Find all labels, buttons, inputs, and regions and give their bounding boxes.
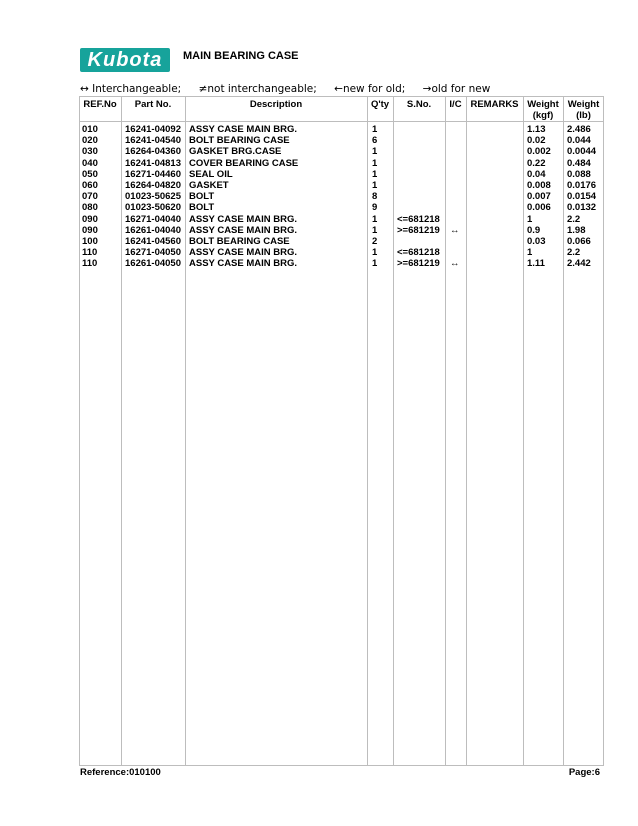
cell-weight-lb: 0.0132 <box>567 202 597 214</box>
reference-label: Reference:010100 <box>80 767 161 778</box>
header-qty: Q'ty <box>370 99 390 110</box>
cell-serial-no: <=681218 <box>397 213 440 225</box>
cell-qty: 1 <box>372 180 378 191</box>
cell-ref-no: 010 <box>82 124 98 135</box>
column-divider <box>121 96 122 766</box>
column-divider <box>563 96 564 766</box>
cell-weight-lb: 2.2 <box>567 247 581 259</box>
cell-weight-kgf: 1.11 <box>527 258 545 270</box>
column-divider <box>445 96 446 766</box>
cell-part-no: 16261-04040 <box>125 224 181 236</box>
cell-qty: 1 <box>372 224 378 236</box>
cell-weight-lb: 0.0044 <box>567 146 597 158</box>
cell-weight-lb: 2.486 <box>567 124 591 135</box>
header-part-no: Part No. <box>134 99 172 110</box>
header-description: Description <box>249 99 303 110</box>
cell-qty: 1 <box>372 168 378 180</box>
cell-part-no: 16241-04092 <box>125 124 181 135</box>
cell-description: BOLT <box>189 202 215 214</box>
cell-weight-lb: 2.2 <box>567 213 581 225</box>
cell-description: BOLT <box>189 191 215 203</box>
cell-weight-kgf: 1 <box>527 213 533 225</box>
header-ic: I/C <box>449 99 462 110</box>
cell-ref-no: 090 <box>82 224 98 236</box>
cell-ref-no: 110 <box>82 258 98 270</box>
cell-part-no: 16261-04050 <box>125 258 181 270</box>
cell-weight-kgf: 0.007 <box>527 191 551 203</box>
cell-part-no: 01023-50625 <box>125 191 181 203</box>
cell-weight-lb: 1.98 <box>567 224 586 236</box>
cell-weight-kgf: 0.22 <box>527 157 546 169</box>
cell-qty: 1 <box>372 124 378 135</box>
cell-weight-lb: 0.066 <box>567 236 591 247</box>
cell-weight-lb: 0.0176 <box>567 180 597 191</box>
cell-qty: 1 <box>372 258 378 270</box>
column-divider <box>393 96 394 766</box>
cell-part-no: 16241-04540 <box>125 135 181 147</box>
cell-ic: ↔ <box>450 224 460 236</box>
cell-ref-no: 090 <box>82 213 98 225</box>
cell-qty: 2 <box>372 236 378 247</box>
legend-new-for-old: ←new for old; <box>334 83 406 95</box>
header-serial-no: S.No. <box>406 99 432 110</box>
cell-ref-no: 050 <box>82 168 98 180</box>
cell-part-no: 01023-50620 <box>125 202 181 214</box>
cell-description: ASSY CASE MAIN BRG. <box>189 224 298 236</box>
cell-ref-no: 060 <box>82 180 98 191</box>
cell-ic: ↔ <box>450 258 460 270</box>
cell-qty: 9 <box>372 202 378 214</box>
cell-part-no: 16264-04360 <box>125 146 181 158</box>
cell-ref-no: 030 <box>82 146 98 158</box>
header-weight-lb: Weight (lb) <box>567 99 600 121</box>
cell-part-no: 16241-04813 <box>125 157 181 169</box>
cell-description: ASSY CASE MAIN BRG. <box>189 213 298 225</box>
cell-ref-no: 040 <box>82 157 98 169</box>
page-title: MAIN BEARING CASE <box>183 50 299 62</box>
cell-description: ASSY CASE MAIN BRG. <box>189 247 298 259</box>
cell-weight-kgf: 0.02 <box>527 135 546 147</box>
cell-weight-lb: 0.0154 <box>567 191 597 203</box>
page-number: Page:6 <box>568 767 600 778</box>
cell-weight-kgf: 0.008 <box>527 180 551 191</box>
cell-ref-no: 080 <box>82 202 98 214</box>
cell-description: GASKET <box>189 180 229 191</box>
cell-description: GASKET BRG.CASE <box>189 146 282 158</box>
legend-not-interchangeable: ≠not interchangeable; <box>198 83 317 95</box>
cell-weight-kgf: 0.04 <box>527 168 546 180</box>
column-divider <box>523 96 524 766</box>
cell-part-no: 16264-04820 <box>125 180 181 191</box>
cell-weight-kgf: 0.006 <box>527 202 551 214</box>
cell-serial-no: >=681219 <box>397 258 440 270</box>
cell-part-no: 16271-04050 <box>125 247 181 259</box>
kubota-logo: Kubota <box>80 48 170 72</box>
header-divider <box>79 121 604 122</box>
column-divider <box>466 96 467 766</box>
cell-description: BOLT BEARING CASE <box>189 135 290 147</box>
cell-ref-no: 110 <box>82 247 98 259</box>
cell-weight-kgf: 1 <box>527 247 533 259</box>
header-remarks: REMARKS <box>470 99 519 110</box>
cell-description: COVER BEARING CASE <box>189 157 299 169</box>
cell-part-no: 16271-04040 <box>125 213 181 225</box>
cell-weight-lb: 0.088 <box>567 168 591 180</box>
cell-part-no: 16241-04560 <box>125 236 181 247</box>
cell-description: ASSY CASE MAIN BRG. <box>189 124 298 135</box>
cell-ref-no: 020 <box>82 135 98 147</box>
header-ref-no: REF.No <box>83 99 117 110</box>
cell-description: SEAL OIL <box>189 168 233 180</box>
cell-weight-kgf: 0.002 <box>527 146 551 158</box>
cell-qty: 8 <box>372 191 378 203</box>
cell-qty: 1 <box>372 247 378 259</box>
cell-weight-kgf: 0.9 <box>527 224 541 236</box>
cell-description: BOLT BEARING CASE <box>189 236 290 247</box>
legend <box>80 83 600 95</box>
cell-part-no: 16271-04460 <box>125 168 181 180</box>
legend-old-for-new: →old for new <box>422 83 491 95</box>
cell-ref-no: 070 <box>82 191 98 203</box>
legend-interchangeable: ↔ Interchangeable; <box>80 83 182 95</box>
cell-weight-lb: 0.484 <box>567 157 591 169</box>
cell-weight-kgf: 1.13 <box>527 124 546 135</box>
cell-weight-kgf: 0.03 <box>527 236 546 247</box>
cell-weight-lb: 0.044 <box>567 135 591 147</box>
cell-ref-no: 100 <box>82 236 98 247</box>
cell-description: ASSY CASE MAIN BRG. <box>189 258 298 270</box>
cell-qty: 1 <box>372 213 378 225</box>
column-divider <box>367 96 368 766</box>
cell-serial-no: <=681218 <box>397 247 440 259</box>
cell-qty: 1 <box>372 146 378 158</box>
cell-weight-lb: 2.442 <box>567 258 591 270</box>
cell-serial-no: >=681219 <box>397 224 440 236</box>
cell-qty: 6 <box>372 135 378 147</box>
header-weight-kgf: Weight (kgf) <box>527 99 559 121</box>
column-divider <box>185 96 186 766</box>
cell-qty: 1 <box>372 157 378 169</box>
